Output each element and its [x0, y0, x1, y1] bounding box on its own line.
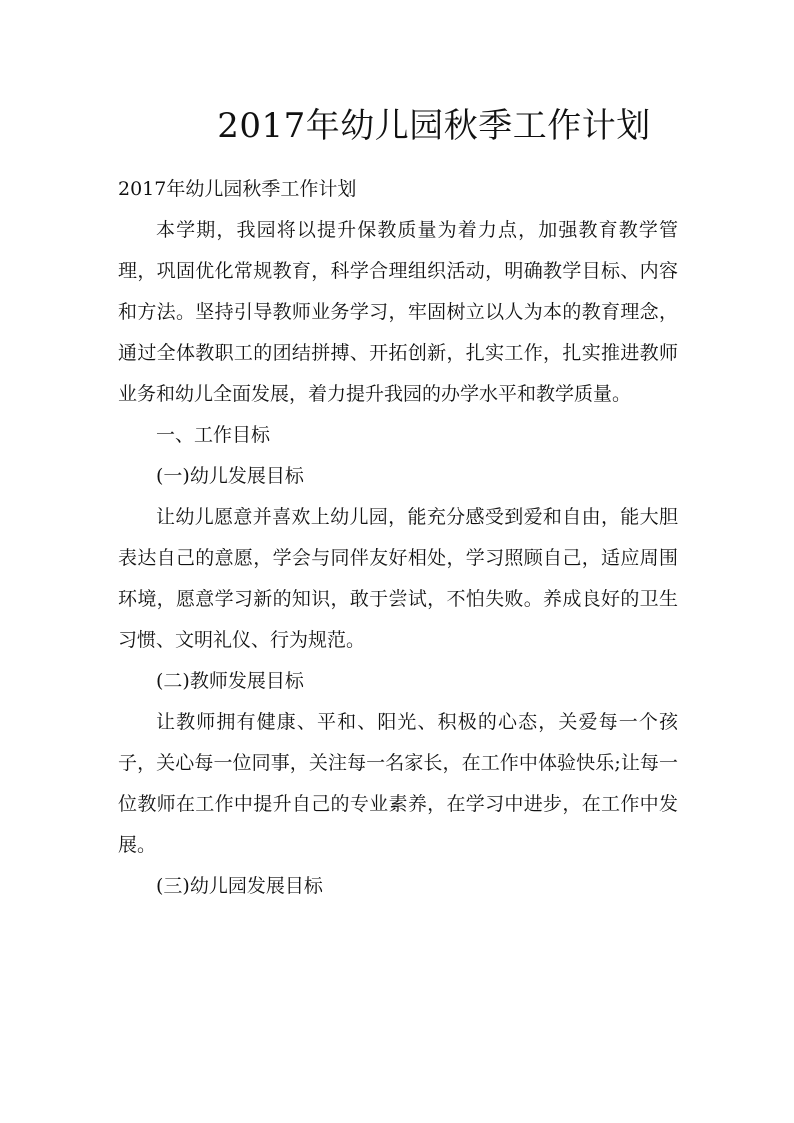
document-title: 2017年幼儿园秋季工作计划 — [217, 106, 651, 146]
intro-paragraph: 本学期，我园将以提升保教质量为着力点，加强教育教学管理，巩固优化常规教育，科学合理组织活动，明确教学目标、内容和方法。坚持引导教师业务学习，牢固树立以人为本的教育理念，通过全体教职工的团结拼搏、开拓创新，扎实工作，扎实推进教师业务和幼儿全面发展，着力提升我园的办学水平和教学质量。 — [118, 219, 678, 405]
document-subtitle: 2017年幼儿园秋季工作计划 — [118, 178, 357, 200]
section-heading-work-goals: 一、工作目标 — [156, 424, 271, 446]
document-body — [118, 169, 678, 907]
subheading-child-development-goals: (一)幼儿发展目标 — [156, 465, 304, 487]
subheading-teacher-development-goals: (二)教师发展目标 — [156, 670, 304, 692]
child-development-paragraph: 让幼儿愿意并喜欢上幼儿园，能充分感受到爱和自由，能大胆表达自己的意愿，学会与同伴友好相处，学习照顾自己，适应周围环境，愿意学习新的知识，敢于尝试，不怕失败。养成良好的卫生习惯、文明礼仪、行为规范。 — [118, 506, 678, 651]
teacher-development-paragraph: 让教师拥有健康、平和、阳光、积极的心态，关爱每一个孩子，关心每一位同事，关注每一名家长，在工作中体验快乐;让每一位教师在工作中提升自己的专业素养，在学习中进步，在工作中发展。 — [118, 711, 678, 856]
subheading-kindergarten-development-goals: (三)幼儿园发展目标 — [156, 875, 323, 897]
